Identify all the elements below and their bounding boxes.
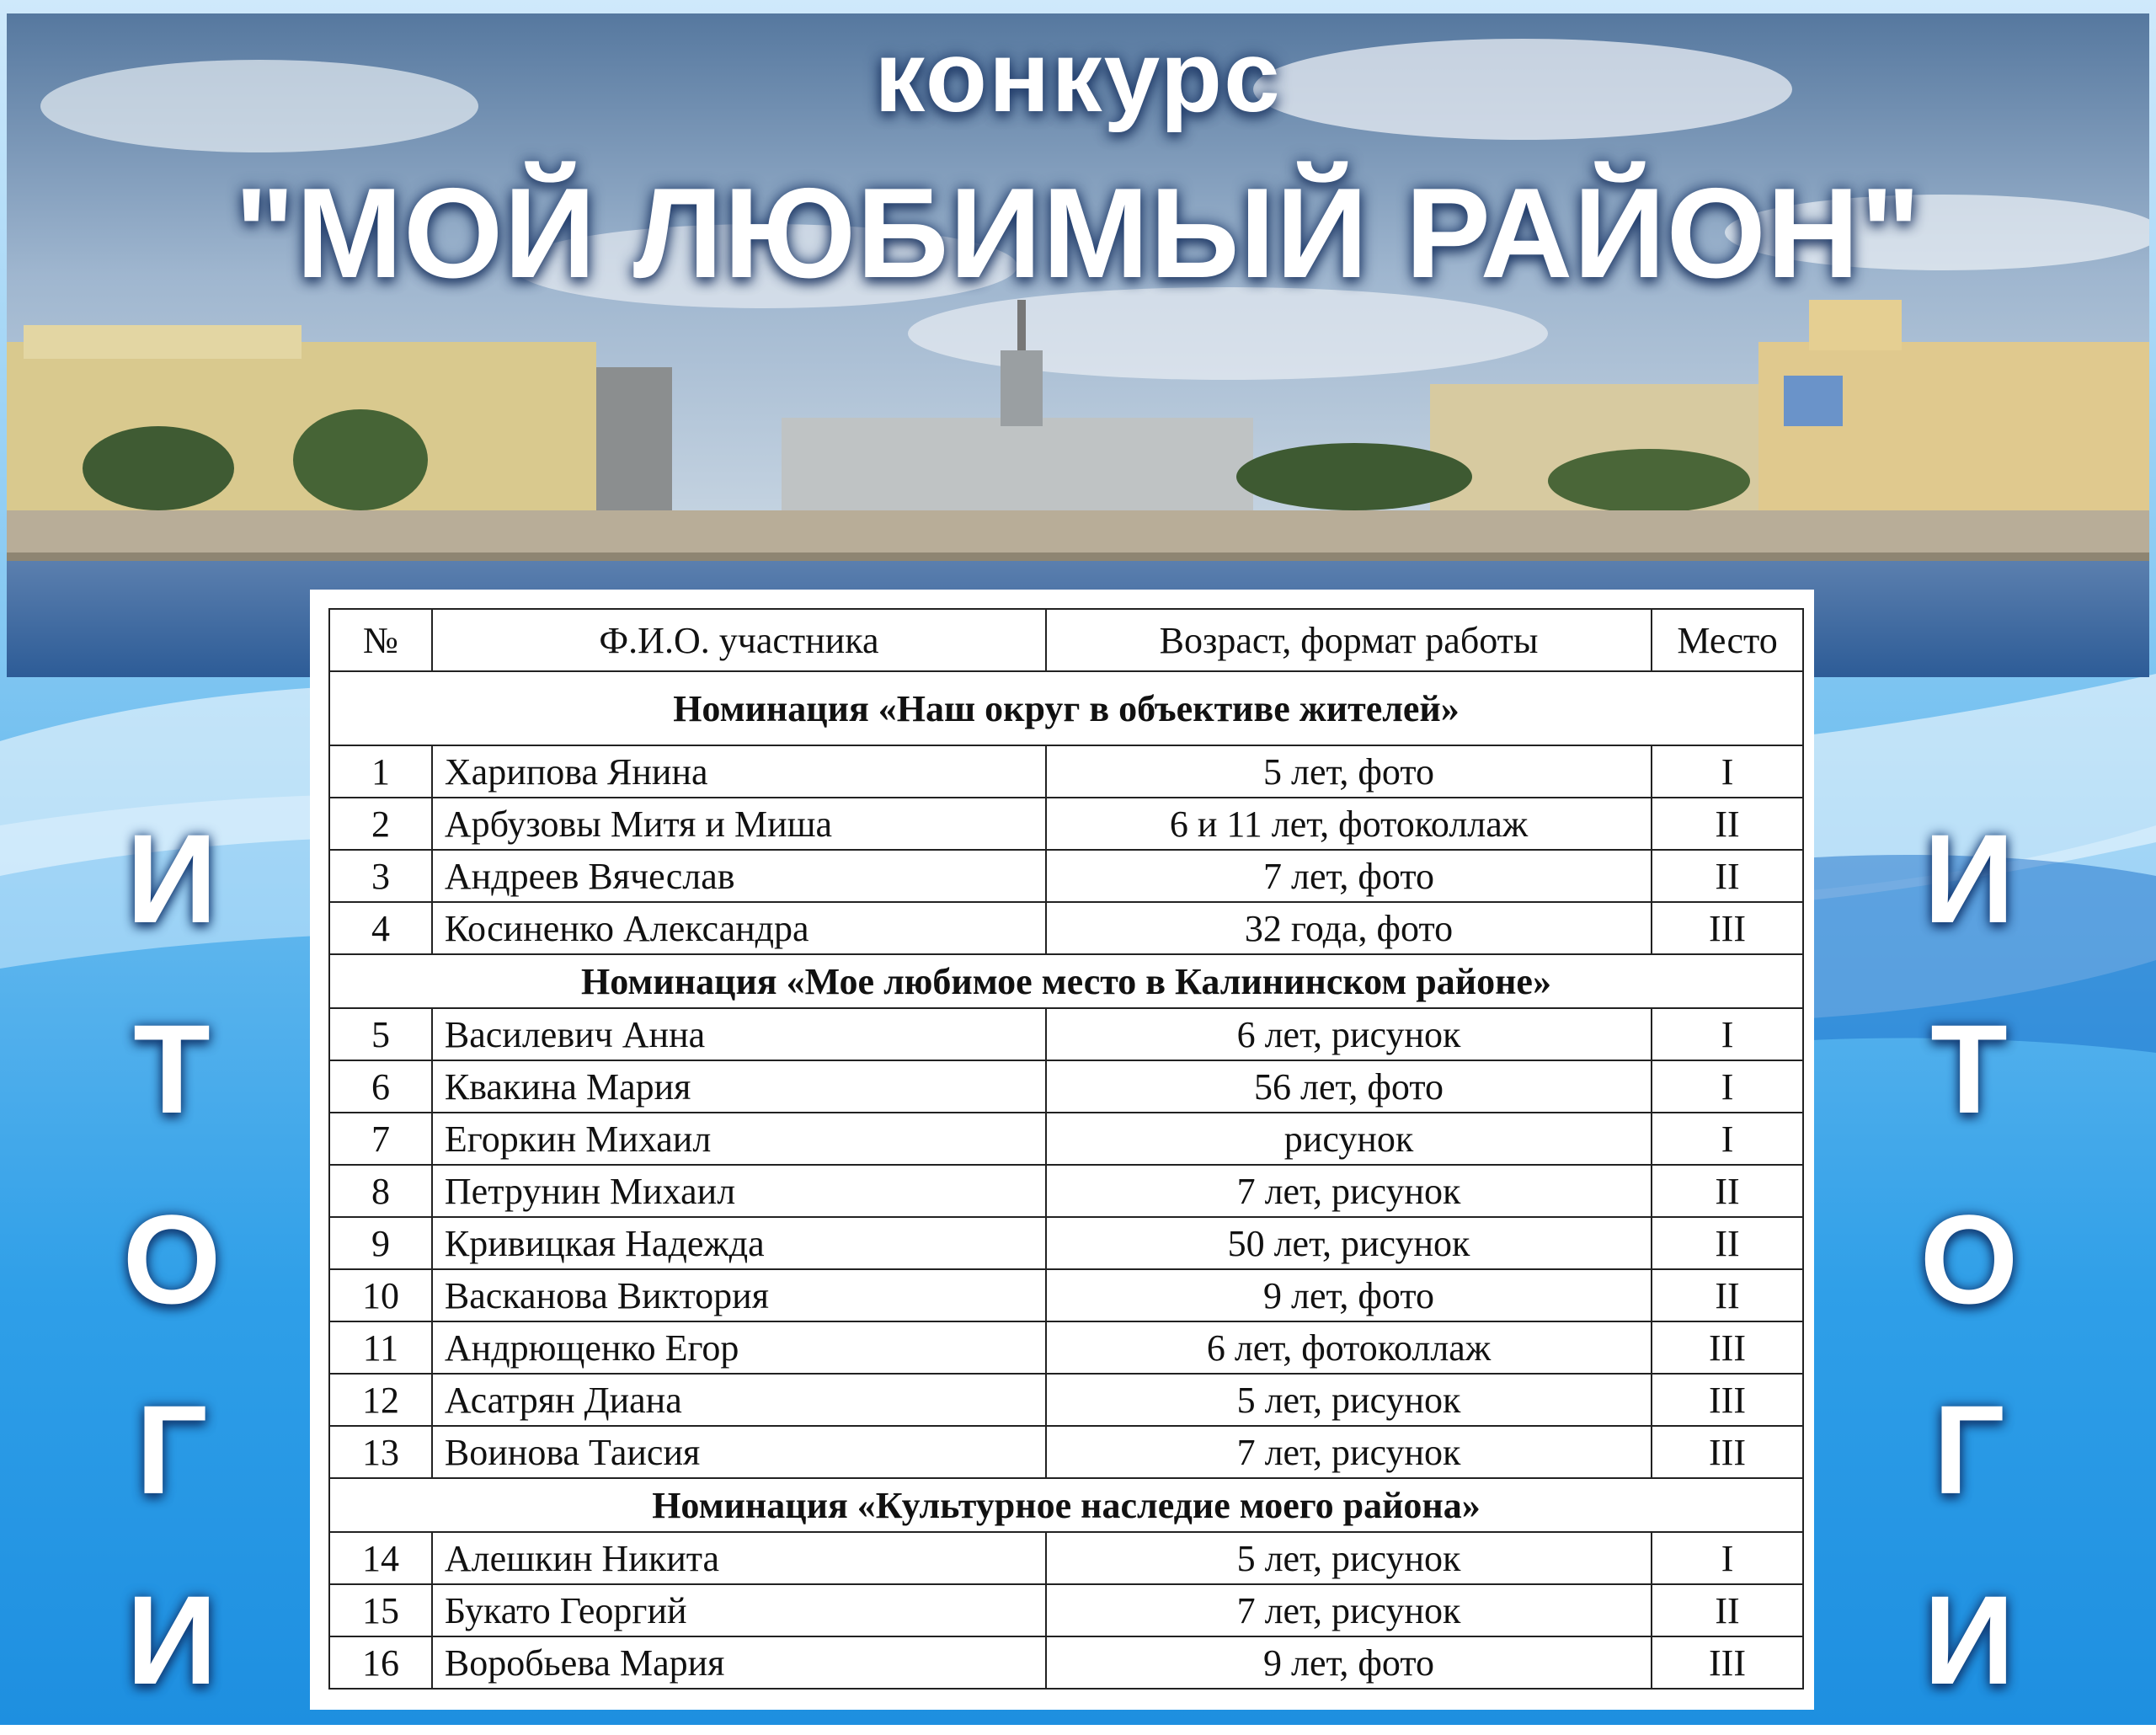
header-line-2: "МОЙ ЛЮБИМЫЙ РАЙОН"	[234, 162, 1922, 305]
letter: И	[1924, 1569, 2015, 1711]
cell-place: I	[1652, 1532, 1803, 1584]
table-row	[329, 1374, 1803, 1426]
cell-age-format: 7 лет, рисунок	[1046, 1165, 1652, 1217]
cell-number: 4	[329, 902, 432, 954]
cell-participant: Асатрян Диана	[432, 1374, 1046, 1426]
cell-participant: Косиненко Александра	[432, 902, 1046, 954]
nomination-row	[329, 1478, 1803, 1532]
cell-age-format: 7 лет, рисунок	[1046, 1426, 1652, 1478]
letter: И	[126, 1569, 217, 1711]
header-participant: Ф.И.О. участника	[432, 609, 1046, 671]
cell-number: 11	[329, 1321, 432, 1374]
letter: Г	[136, 1379, 208, 1520]
nomination-title: Номинация «Наш округ в объективе жителей»	[329, 671, 1803, 745]
table-row	[329, 1532, 1803, 1584]
cell-place: III	[1652, 1321, 1803, 1374]
cell-participant: Харипова Янина	[432, 745, 1046, 798]
table-row	[329, 1060, 1803, 1113]
cell-age-format: 6 лет, фотоколлаж	[1046, 1321, 1652, 1374]
cell-participant: Букато Георгий	[432, 1584, 1046, 1636]
cell-participant: Воробьева Мария	[432, 1636, 1046, 1689]
cell-age-format: 7 лет, рисунок	[1046, 1584, 1652, 1636]
cell-number: 2	[329, 798, 432, 850]
cell-age-format: 5 лет, рисунок	[1046, 1374, 1652, 1426]
nomination-title: Номинация «Мое любимое место в Калининском районе»	[329, 954, 1803, 1008]
cell-participant: Кривицкая Надежда	[432, 1217, 1046, 1269]
cell-number: 14	[329, 1532, 432, 1584]
cell-age-format: 50 лет, рисунок	[1046, 1217, 1652, 1269]
cell-participant: Андрющенко Егор	[432, 1321, 1046, 1374]
cell-place: II	[1652, 850, 1803, 902]
cell-age-format: 5 лет, фото	[1046, 745, 1652, 798]
letter: О	[122, 1188, 221, 1330]
table-row	[329, 1165, 1803, 1217]
letter: Т	[1930, 998, 2008, 1140]
cell-place: III	[1652, 902, 1803, 954]
letter: Т	[133, 998, 211, 1140]
cell-number: 16	[329, 1636, 432, 1689]
header-number: №	[329, 609, 432, 671]
cell-place: III	[1652, 1426, 1803, 1478]
cell-number: 6	[329, 1060, 432, 1113]
table-row	[329, 745, 1803, 798]
nomination-title: Номинация «Культурное наследие моего района»	[329, 1478, 1803, 1532]
table-header-row	[329, 609, 1803, 671]
results-word-left	[88, 783, 256, 1735]
cell-age-format: 56 лет, фото	[1046, 1060, 1652, 1113]
cell-number: 5	[329, 1008, 432, 1060]
cell-age-format: 32 года, фото	[1046, 902, 1652, 954]
cell-place: II	[1652, 1269, 1803, 1321]
table-row	[329, 1217, 1803, 1269]
cell-number: 10	[329, 1269, 432, 1321]
cell-place: III	[1652, 1374, 1803, 1426]
cell-place: I	[1652, 1060, 1803, 1113]
cell-number: 9	[329, 1217, 432, 1269]
cell-age-format: 9 лет, фото	[1046, 1269, 1652, 1321]
table-row	[329, 1584, 1803, 1636]
cell-participant: Васканова Виктория	[432, 1269, 1046, 1321]
table-row	[329, 1426, 1803, 1478]
header-line-1: конкурс	[874, 20, 1282, 133]
cell-participant: Арбузовы Митя и Миша	[432, 798, 1046, 850]
table-row	[329, 1636, 1803, 1689]
letter: И	[1924, 808, 2015, 949]
results-table-panel	[310, 590, 1814, 1710]
table-row	[329, 850, 1803, 902]
header-age-format: Возраст, формат работы	[1046, 609, 1652, 671]
cell-place: I	[1652, 1008, 1803, 1060]
cell-place: II	[1652, 1584, 1803, 1636]
table-row	[329, 1321, 1803, 1374]
results-word-right	[1885, 783, 2053, 1735]
cell-place: II	[1652, 798, 1803, 850]
cell-age-format: рисунок	[1046, 1113, 1652, 1165]
cell-age-format: 7 лет, фото	[1046, 850, 1652, 902]
nomination-row	[329, 954, 1803, 1008]
table-row	[329, 1113, 1803, 1165]
cell-participant: Квакина Мария	[432, 1060, 1046, 1113]
cell-participant: Василевич Анна	[432, 1008, 1046, 1060]
cell-participant: Андреев Вячеслав	[432, 850, 1046, 902]
table-row	[329, 1269, 1803, 1321]
table-row	[329, 1008, 1803, 1060]
cell-place: I	[1652, 1113, 1803, 1165]
cell-number: 13	[329, 1426, 432, 1478]
cell-number: 7	[329, 1113, 432, 1165]
cell-place: II	[1652, 1165, 1803, 1217]
cell-participant: Петрунин Михаил	[432, 1165, 1046, 1217]
cell-age-format: 6 лет, рисунок	[1046, 1008, 1652, 1060]
table-row	[329, 902, 1803, 954]
cell-number: 3	[329, 850, 432, 902]
cell-participant: Алешкин Никита	[432, 1532, 1046, 1584]
header-place: Место	[1652, 609, 1803, 671]
cell-number: 1	[329, 745, 432, 798]
cell-number: 12	[329, 1374, 432, 1426]
cell-participant: Егоркин Михаил	[432, 1113, 1046, 1165]
cell-age-format: 6 и 11 лет, фотоколлаж	[1046, 798, 1652, 850]
cell-place: I	[1652, 745, 1803, 798]
table-row	[329, 798, 1803, 850]
cell-place: III	[1652, 1636, 1803, 1689]
results-table	[328, 608, 1804, 1690]
cell-age-format: 5 лет, рисунок	[1046, 1532, 1652, 1584]
cell-number: 8	[329, 1165, 432, 1217]
letter: Г	[1933, 1379, 2005, 1520]
letter: И	[126, 808, 217, 949]
nomination-row	[329, 671, 1803, 745]
cell-age-format: 9 лет, фото	[1046, 1636, 1652, 1689]
cell-place: II	[1652, 1217, 1803, 1269]
cell-participant: Воинова Таисия	[432, 1426, 1046, 1478]
cell-number: 15	[329, 1584, 432, 1636]
letter: О	[1919, 1188, 2019, 1330]
